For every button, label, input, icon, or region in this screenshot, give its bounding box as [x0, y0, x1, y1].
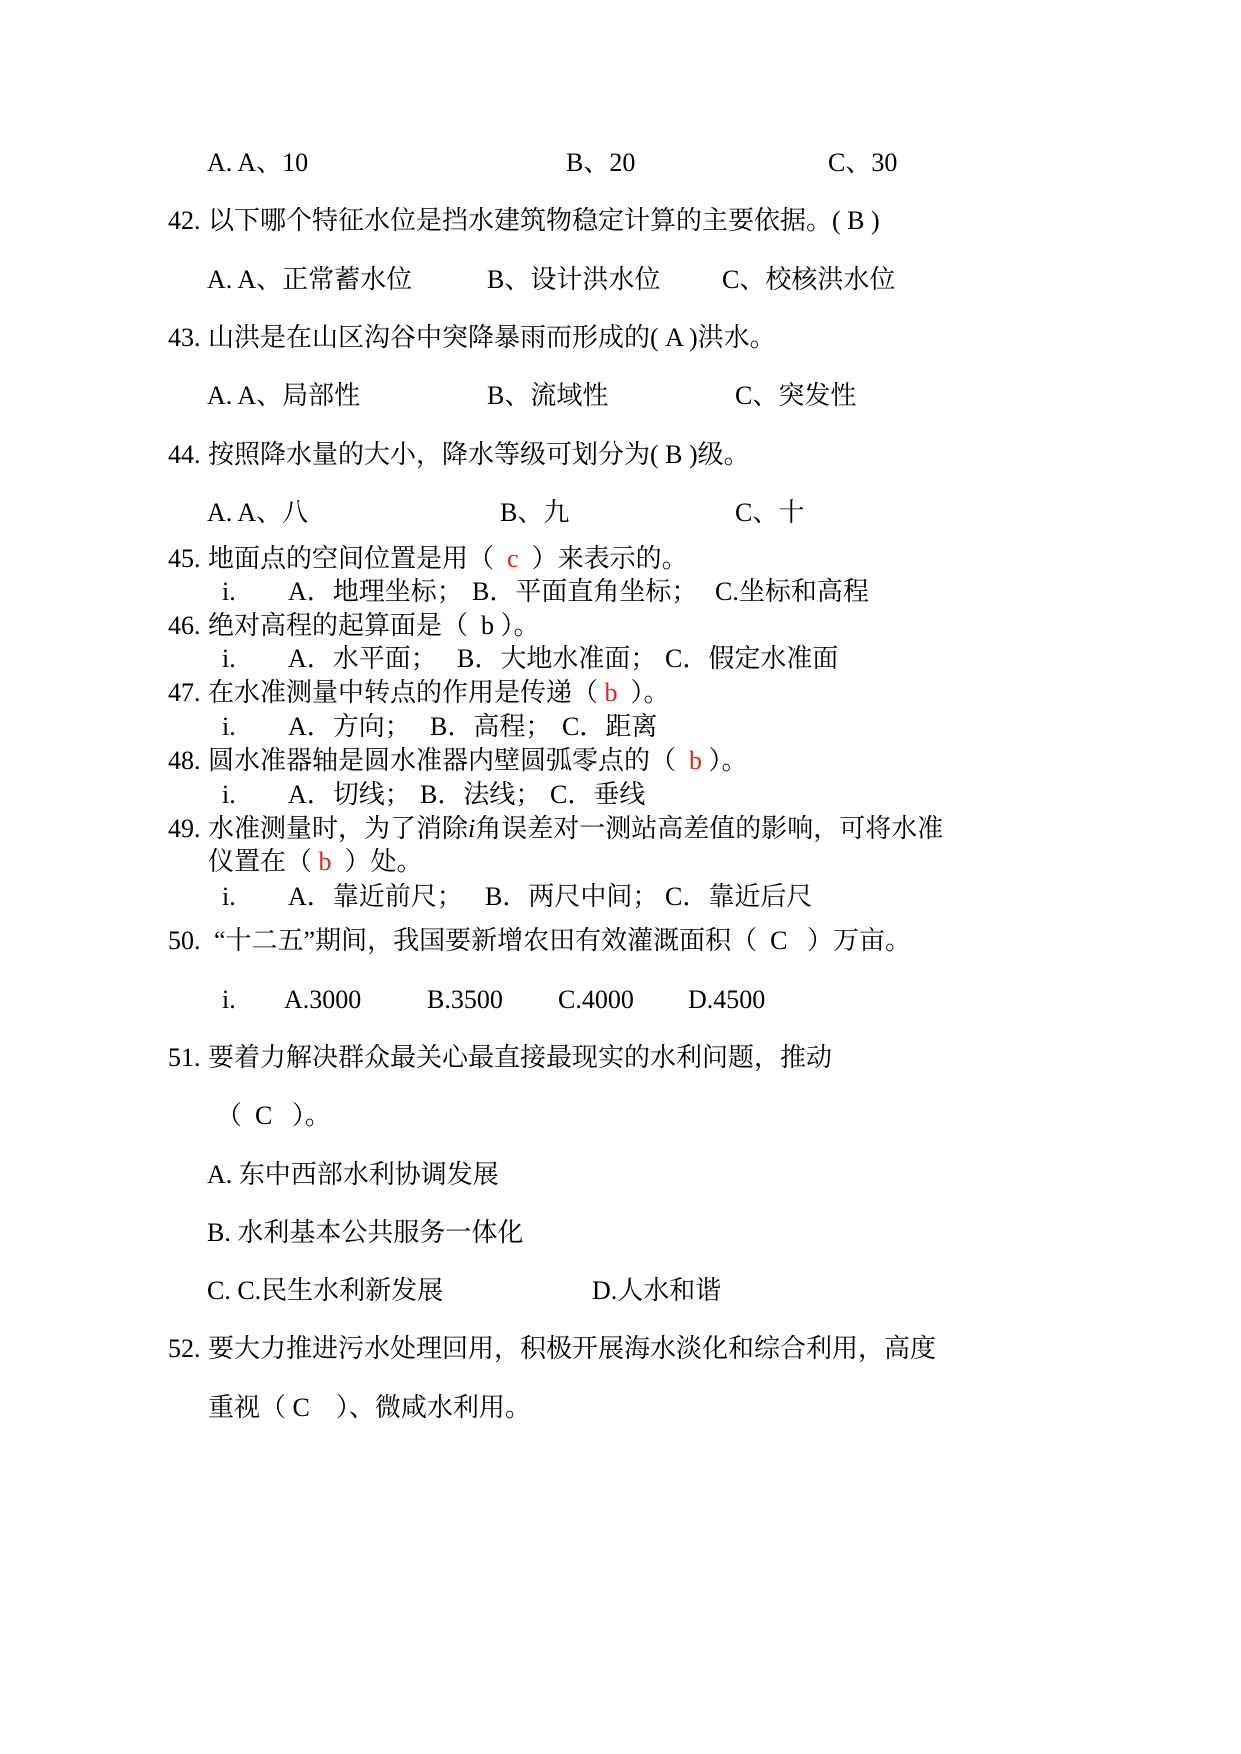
question-text: [216, 1100, 331, 1132]
q42-stem: [0, 205, 1241, 237]
option-a: A．水平面；: [288, 644, 437, 673]
list-marker: i.: [222, 577, 236, 606]
option-a: A．方向；: [288, 712, 411, 741]
q46-options: [0, 643, 1241, 675]
q45-stem: [0, 543, 1241, 575]
option-a: A.3000: [284, 985, 362, 1014]
option-c: C. C.民生水利新发展: [207, 1276, 444, 1305]
question-text-before: （: [216, 1101, 256, 1130]
question-text-after: ): [864, 206, 880, 235]
q52-stem-line1: [0, 1333, 1241, 1365]
question-number: 48.: [168, 746, 201, 775]
q51-option-a-line: [0, 1159, 1241, 1191]
question-text: [208, 205, 880, 237]
option-c: C.4000: [558, 985, 634, 1014]
option-c: C、突发性: [735, 381, 857, 410]
answer: C: [292, 1393, 310, 1422]
question-number: 42.: [168, 206, 201, 235]
question-text: [214, 925, 911, 957]
question-text: [208, 677, 670, 709]
q51-option-b-line: [0, 1217, 1241, 1249]
option-c: C．靠近后尺: [665, 882, 813, 911]
list-marker: i.: [222, 644, 236, 673]
question-text: [208, 439, 750, 471]
option-b: B.3500: [427, 985, 503, 1014]
question-number: 52.: [168, 1334, 201, 1363]
option-a: A．地理坐标；: [288, 577, 463, 606]
q50-options: [0, 984, 1241, 1016]
option-a: A．切线；: [288, 780, 411, 809]
answer: B: [665, 440, 683, 469]
question-text-before: 水准测量时，为了消除: [208, 814, 469, 843]
answer: C: [255, 1101, 273, 1130]
option-a: A. A、正常蓄水位: [207, 265, 413, 294]
option-d: D.人水和谐: [592, 1276, 722, 1305]
question-text-before: 按照降水量的大小，降水等级可划分为(: [208, 440, 666, 469]
question-number: 44.: [168, 440, 201, 469]
option-c: C．垂线: [550, 780, 646, 809]
answer: b: [481, 611, 495, 640]
option-c: C、校核洪水位: [722, 265, 896, 294]
answer: c: [507, 544, 519, 573]
option-b: B、设计洪水位: [487, 265, 661, 294]
question-text-before: “十二五”期间，我国要新增农田有效灌溉面积（: [214, 926, 771, 955]
question-text: [208, 846, 423, 878]
question-text: [208, 543, 688, 575]
answer: B: [847, 206, 865, 235]
option-b: B．两尺中间；: [485, 882, 659, 911]
question-text-before: 绝对高程的起算面是（: [208, 611, 482, 640]
q49-stem-line2: [0, 846, 1241, 878]
question-text-after: ）。: [494, 611, 540, 640]
option-b: B．法线；: [420, 780, 542, 809]
option-b: B. 水利基本公共服务一体化: [207, 1218, 524, 1247]
q50-stem: [0, 925, 1241, 957]
question-text-before: 仪置在（: [208, 847, 319, 876]
list-marker: i.: [222, 882, 236, 911]
question-number: 45.: [168, 544, 201, 573]
list-marker: i.: [222, 712, 236, 741]
question-text-before: 在水准测量中转点的作用是传递（: [208, 678, 605, 707]
q49-options: [0, 881, 1241, 913]
q44-options: [0, 497, 1241, 529]
answer: b: [689, 746, 703, 775]
option-a: A. 东中西部水利协调发展: [207, 1160, 499, 1189]
q46-stem: [0, 610, 1241, 642]
option-a: A. A、10: [207, 148, 309, 177]
question-number: 49.: [168, 814, 201, 843]
question-text-before: 以下哪个特征水位是挡水建筑物稳定计算的主要依据。(: [208, 206, 848, 235]
question-text-after: ）万亩。: [787, 926, 911, 955]
option-b: B．高程；: [430, 712, 552, 741]
list-marker: i.: [222, 780, 236, 809]
option-c: C、30: [828, 148, 898, 177]
q51-stem-line2: [0, 1100, 1241, 1132]
option-a: A．靠近前尺；: [288, 882, 463, 911]
q45-options: [0, 576, 1241, 608]
answer: C: [770, 926, 788, 955]
q47-stem: [0, 677, 1241, 709]
question-text-after: ）。: [617, 678, 670, 707]
q49-stem-line1: [0, 813, 1241, 845]
option-c: C．假定水准面: [665, 644, 839, 673]
question-number: 50.: [168, 926, 201, 955]
q52-stem-line2: [0, 1392, 1241, 1424]
question-text: 要着力解决群众最关心最直接最现实的水利问题，推动: [208, 1043, 833, 1072]
list-marker: i.: [222, 985, 236, 1014]
q51-option-cd-line: [0, 1275, 1241, 1307]
question-text-before: 圆水准器轴是圆水准器内壁圆弧零点的（: [208, 746, 690, 775]
question-text-before: 重视（: [208, 1393, 293, 1422]
question-text-after: ）。: [272, 1101, 331, 1130]
question-number: 43.: [168, 323, 201, 352]
answer: b: [318, 847, 332, 876]
option-b: B．大地水准面；: [457, 644, 657, 673]
question-text: 要大力推进污水处理回用，积极开展海水淡化和综合利用，高度: [208, 1334, 937, 1363]
question-text: [208, 610, 540, 642]
answer: b: [604, 678, 618, 707]
question-text-after: )级。: [682, 440, 750, 469]
option-c: C．距离: [562, 712, 658, 741]
question-text: [208, 745, 748, 777]
option-a: A. A、八: [207, 498, 309, 527]
q41-options: [0, 147, 1241, 179]
option-b: B、九: [500, 498, 570, 527]
option-b: B、20: [566, 148, 636, 177]
question-number: 47.: [168, 678, 201, 707]
question-text-after: ）来表示的。: [518, 544, 688, 573]
q48-options: [0, 779, 1241, 811]
option-d: D.4500: [688, 985, 766, 1014]
q48-stem: [0, 745, 1241, 777]
q44-stem: [0, 439, 1241, 471]
question-number: 46.: [168, 611, 201, 640]
question-text-after: ）处。: [331, 847, 423, 876]
q43-options: [0, 380, 1241, 412]
option-c: C.坐标和高程: [715, 577, 869, 606]
question-text-before: 地面点的空间位置是用（: [208, 544, 508, 573]
question-text-after: ）、微咸水利用。: [309, 1393, 531, 1422]
option-b: B．平面直角坐标；: [472, 577, 698, 606]
answer: A: [665, 323, 683, 352]
question-number: 51.: [168, 1043, 201, 1072]
option-a: A. A、局部性: [207, 381, 361, 410]
q43-stem: [0, 322, 1241, 354]
option-b: B、流域性: [487, 381, 609, 410]
question-text-after: ）。: [702, 746, 748, 775]
italic-symbol: i: [468, 814, 476, 843]
option-c: C、十: [735, 498, 805, 527]
question-text: [208, 322, 776, 354]
q47-options: [0, 711, 1241, 743]
q51-stem-line1: [0, 1042, 1241, 1074]
q42-options: [0, 264, 1241, 296]
question-text: [208, 1392, 531, 1424]
question-text-before: 山洪是在山区沟谷中突降暴雨而形成的(: [208, 323, 666, 352]
question-text-after: 角误差对一测站高差值的影响，可将水准: [475, 814, 944, 843]
question-text: [208, 813, 943, 845]
question-text-after: )洪水。: [682, 323, 776, 352]
